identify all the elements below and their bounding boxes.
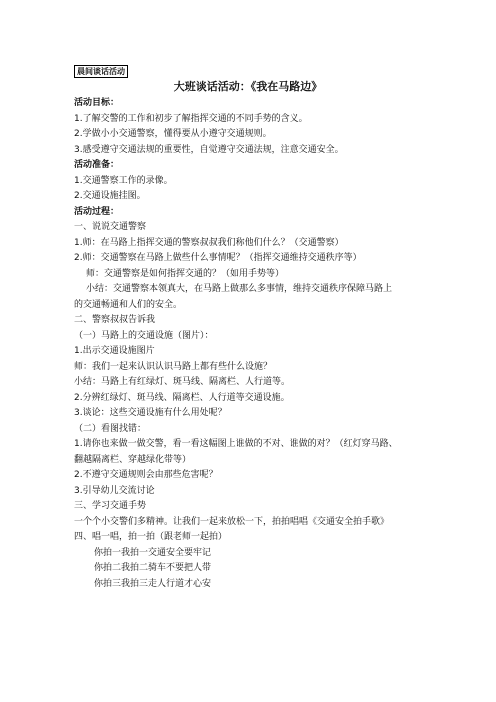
body-line: 一、说说交通警察 [74,222,147,232]
body-line: 翻越隔离栏、穿越绿化带等） [74,454,192,465]
body-line: 1.请你也来做一做交警，看一看这幅图上谁做的不对、谁做的对？（红灯穿马路、 [74,439,398,449]
body-line: 1.出示交通设施图片 [74,346,155,356]
body-line: 2.师：交通警察在马路上做些什么事情呢？（指挥交通维持交通秩序等） [74,253,362,263]
body-line: 你拍三我拍三走人行道才心安 [94,578,212,589]
body-line: 小结：马路上有红绿灯、斑马线、隔离栏、人行道等。 [74,377,291,387]
body-line: 二、警察叔叔告诉我 [74,315,156,325]
section-heading: 活动准备： [74,160,120,170]
body-line: （一）马路上的交通设施（图片）： [74,330,214,341]
body-line: 小结：交通警察本领真大，在马路上做那么多事情，维持交通秩序保障马路上 [86,284,393,294]
section-heading: 活动过程： [74,206,120,217]
body-line: 你拍一我拍一交通安全要牢记 [94,547,212,558]
body-line: 四、唱一唱，拍一拍（跟老师一起拍） [74,532,228,542]
body-line: （二）看图找错： [74,423,147,434]
body-line: 1.交通警察工作的录像。 [74,175,173,186]
body-line: 3.感受遵守交通法规的重要性，自觉遵守交通法规，注意交通安全。 [74,144,344,155]
body-line: 一个个小交警们多精神。让我们一起来放松一下，拍拍唱唱《交通安全拍手歌》 [74,516,390,527]
body-line: 3.谈论：这些交通设施有什么用处呢？ [74,408,227,418]
body-line: 1.了解交警的工作和初步了解指挥交通的不同手势的含义。 [74,113,308,124]
activity-tag: 晨间谈话活动 [74,65,128,78]
body-line: 2.学做小小交通警察，懂得要从小遵守交通规则。 [74,129,272,139]
body-line: 2.交通设施挂图。 [74,191,146,201]
body-line: 你拍二我拍二骑车不要把人带 [94,563,212,573]
body-line: 的交通畅通和人们的安全。 [74,299,183,310]
section-heading: 活动目标： [74,98,120,108]
body-line: 3.引导幼儿交流讨论 [74,485,155,496]
body-line: 1.师：在马路上指挥交通的警察叔叔我们称他们什么？（交通警察） [74,237,344,248]
body-line: 师：交通警察是如何指挥交通的？（如用手势等） [86,268,285,279]
body-line: 2.分辨红绿灯、斑马线、隔离栏、人行道等交通设施。 [74,392,290,403]
body-line: 师：我们一起来认识认识马路上都有些什么设施？ [74,361,273,372]
body-line: 2.不遵守交通规则会由那些危害呢？ [74,470,218,480]
body-line: 三、学习交通手势 [74,501,147,511]
document-title: 大班谈话活动：《我在马路边》 [173,80,323,93]
